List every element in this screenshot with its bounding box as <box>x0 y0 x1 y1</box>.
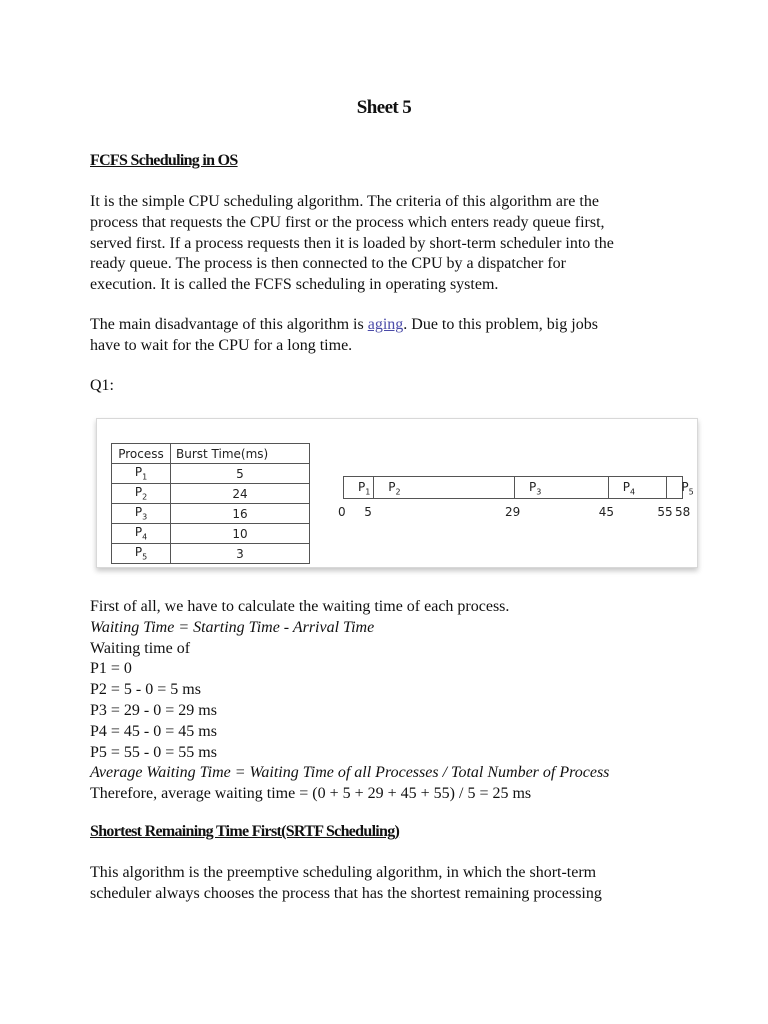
burst-cell: 10 <box>171 524 310 544</box>
gantt-segment-label: $P_1$ <box>358 480 371 497</box>
fcfs-heading: FCFS Scheduling in OS <box>90 152 238 169</box>
calculation-line: Therefore, average waiting time = (0 + 5 + 29 + 45 + 55) / 5 = 25 ms <box>90 785 532 803</box>
srtf-paragraph <box>90 863 690 905</box>
gantt-tick-label: 5 <box>364 505 372 519</box>
table-row <box>112 464 310 484</box>
srtf-heading: Shortest Remaining Time First(SRTF Scheduling) <box>90 823 400 840</box>
calculation-line: P1 = 0 <box>90 660 132 678</box>
fcfs-disadvantage-paragraph <box>90 315 690 357</box>
paragraph-line: execution. It is called the FCFS scheduling in operating system. <box>90 276 499 294</box>
table-row <box>112 504 310 524</box>
process-cell: $P_3$ <box>112 504 171 524</box>
page-title: Sheet 5 <box>356 97 412 118</box>
gantt-tick-label: 0 <box>338 505 346 519</box>
calculation-line: First of all, we have to calculate the waiting time of each process. <box>90 598 510 615</box>
gantt-segment-label: $P_2$ <box>388 480 401 497</box>
column-header-process: Process <box>112 444 171 464</box>
paragraph-line: ready queue. The process is then connected to the CPU by a dispatcher for <box>90 255 566 273</box>
gantt-segment <box>666 477 694 498</box>
gantt-segment-label: $P_5$ <box>681 480 694 497</box>
gantt-tick-label: 29 <box>505 505 521 519</box>
burst-cell: 5 <box>171 464 310 484</box>
paragraph-line: It is the simple CPU scheduling algorithm. The criteria of this algorithm are the <box>90 193 599 210</box>
paragraph-line: scheduler always chooses the process that has the shortest remaining processing <box>90 884 602 902</box>
paragraph-line: have to wait for the CPU for a long time. <box>90 336 353 354</box>
burst-cell: 3 <box>171 544 310 564</box>
process-cell: $P_5$ <box>112 544 171 564</box>
table-row <box>112 544 310 564</box>
burst-cell: 16 <box>171 504 310 524</box>
table-row <box>112 484 310 504</box>
aging-link[interactable]: aging <box>367 316 404 333</box>
gantt-segment-label: $P_3$ <box>529 480 542 497</box>
gantt-tick-label: 58 <box>675 505 691 519</box>
gantt-segment <box>514 477 608 498</box>
column-header-burst-time: Burst Time(ms) <box>171 444 310 464</box>
gantt-segment <box>608 477 667 498</box>
calculation-line: P4 = 45 - 0 = 45 ms <box>90 722 217 740</box>
fcfs-intro-paragraph <box>90 192 690 296</box>
process-cell: $P_4$ <box>112 524 171 544</box>
gantt-segment <box>373 477 514 498</box>
calculation-line: Waiting time of <box>90 639 191 657</box>
process-cell: $P_2$ <box>112 484 171 504</box>
text-run: The main disadvantage of this algorithm is <box>90 316 368 333</box>
process-cell: $P_1$ <box>112 464 171 484</box>
paragraph-line: This algorithm is the preemptive scheduling algorithm, in which the short-term <box>90 864 597 881</box>
text-run: . Due to this problem, big jobs <box>403 316 598 333</box>
question-label: Q1: <box>90 377 114 394</box>
gantt-chart <box>343 476 694 499</box>
waiting-time-calculation <box>90 597 690 805</box>
formula-line: Waiting Time = Starting Time - Arrival Time <box>90 618 375 636</box>
table-header-row <box>112 444 310 464</box>
formula-line: Average Waiting Time = Waiting Time of all Processes / Total Number of Process <box>90 764 610 782</box>
table-row <box>112 524 310 544</box>
calculation-line: P2 = 5 - 0 = 5 ms <box>90 681 201 699</box>
burst-time-table <box>111 443 310 564</box>
gantt-tick-label: 55 <box>657 505 673 519</box>
burst-cell: 24 <box>171 484 310 504</box>
calculation-line: P5 = 55 - 0 = 55 ms <box>90 743 217 761</box>
paragraph-line: served first. If a process requests then it is loaded by short-term scheduler into the <box>90 234 614 252</box>
gantt-tick-label: 45 <box>598 505 615 519</box>
calculation-line: P3 = 29 - 0 = 29 ms <box>90 701 217 719</box>
gantt-segment-label: $P_4$ <box>622 480 636 497</box>
fcfs-figure <box>96 418 698 568</box>
paragraph-line <box>90 315 690 336</box>
paragraph-line: process that requests the CPU first or the process which enters ready queue first, <box>90 213 605 231</box>
gantt-segment <box>344 477 373 498</box>
